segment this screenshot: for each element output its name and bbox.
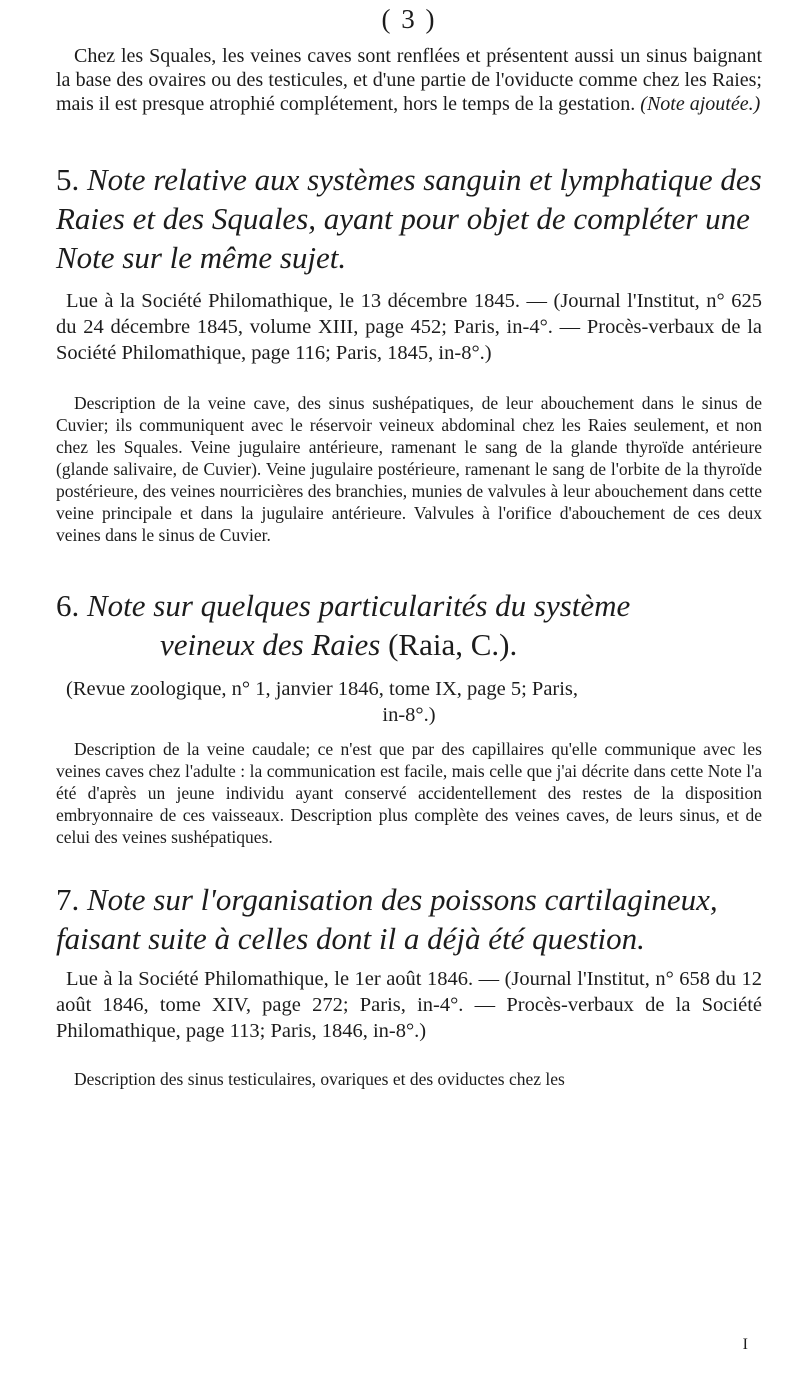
section-7-heading [56,880,762,958]
section-6-number: 6. [56,588,80,623]
section-5-title: Note relative aux systèmes sanguin et lymphatique des Raies et des Squales, ayant pour objet de compléter une Note sur le même sujet. [56,162,762,275]
section-6-citation-line2: in-8°.) [382,704,436,726]
section-7-number: 7. [56,882,80,917]
intro-note: (Note ajoutée.) [640,93,761,115]
document-page [56,0,762,1380]
section-6-citation-line1: (Revue zoologique, n° 1, janvier 1846, tome IX, page 5; Paris, [66,678,579,700]
section-6-title-line2: veineux des Raies [160,627,381,662]
section-6-description: Description de la veine caudale; ce n'est que par des capillaires qu'elle communique avec les veines caves chez l'adulte : la communication est facile, mais celle que j'ai décrite dans cette Note l'a été d'après un jeune individu ayant conservé accidentellement des restes de la disposition embryonnaire de ces vaisseaux. Description plus complète des veines caves, de leurs sinus, et de celui des veines sushépatiques. [56,739,762,847]
section-6-citation [56,676,762,728]
signature-mark: I [742,1336,748,1353]
section-7-citation: Lue à la Société Philomathique, le 1er août 1846. — (Journal l'Institut, n° 658 du 12 août 1846, tome XIV, page 272; Paris, in-4°. — Procès-verbaux de la Société Philomathique, page 113; Paris, 1846, in-8°.) [56,968,762,1042]
section-5-heading [56,160,762,277]
section-6-title-tail: (Raia, C.). [388,627,518,662]
section-7-description: Description des sinus testiculaires, ovariques et des oviductes chez les [74,1069,565,1089]
intro-text: Chez les Squales, les veines caves sont renflées et présentent aussi un sinus baignant la base des ovaires ou des testicules, et d'une partie de l'oviducte comme chez les Raies; mais il est presque atrophié complétement, hors le temps de la gestation. [56,45,762,115]
section-5-citation: Lue à la Société Philomathique, le 13 décembre 1845. — (Journal l'Institut, n° 625 du 24 décembre 1845, volume XIII, page 452; Paris, in-4°. — Procès-verbaux de la Société Philomathique, page 116; Paris, 1845, in-8°.) [56,290,762,364]
section-6-title-line1: Note sur quelques particularités du système [87,588,631,623]
section-6-heading [56,586,762,664]
page-number: ( 3 ) [381,4,437,34]
section-5-description: Description de la veine cave, des sinus sushépatiques, de leur abouchement dans le sinus de Cuvier; ils communiquent avec le réservoir veineux abdominal chez les Raies seulement, et non chez les Squales. Veine jugulaire antérieure, ramenant le sang de la glande thyroïde antérieure (glande salivaire, de Cuvier). Veine jugulaire postérieure, ramenant le sang de l'orbite de la thyroïde postérieure, des veines nourricières des branchies, munies de valvules à leur abouchement dans cette veine principale et dans la jugulaire antérieure. Valvules à l'orifice d'abouchement de ces deux veines dans le sinus de Cuvier. [56,393,762,545]
intro-paragraph [56,44,762,116]
section-7-title: Note sur l'organisation des poissons cartilagineux, faisant suite à celles dont il a déjà été question. [56,882,718,956]
section-5-number: 5. [56,162,80,197]
